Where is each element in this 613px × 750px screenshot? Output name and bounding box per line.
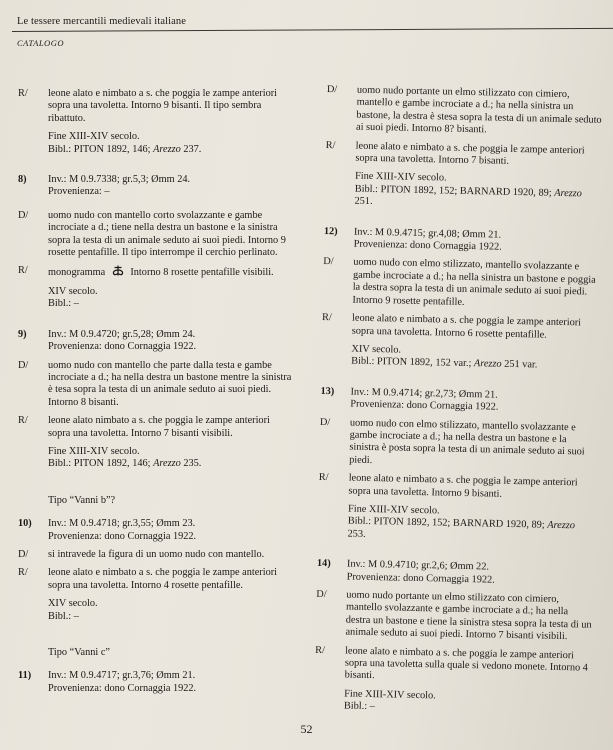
entry-12-date: XIV secolo. [351,343,402,356]
obverse-description: uomo nudo con elmo stilizzato, mantello svolazzante e gambe incrociate a d.; ha nella sinistra un bastone e poggia la destra sopra la testa di un animale seduto ai suoi piedi. Intorno 9 rosette pentafille. [352,257,596,308]
reverse-marker: R/ [18,567,28,579]
inventory-line: Inv.: M 0.9.4714; gr.2,73; Ømm 21. [350,386,498,401]
reverse-description: leone alato e nimbato a s. che poggia le zampe anteriori sopra una tavoletta. Intorno 9 bisanti. [348,472,578,500]
entry-12-bibliography: Bibl.: PITON 1892, 152 var.; Arezzo 251 var. [351,355,538,371]
entry-7-date: Fine XIII-XIV secolo. [48,131,140,143]
reverse-description: leone alato e nimbato a s. che poggia le zampe anteriori sopra una tavoletta. Intorno 7 bisanti. [355,140,585,167]
obverse-marker: D/ [18,548,29,560]
entry-7-reverse [18,88,294,125]
right-column [314,84,603,718]
provenance-line: Provenienza: dono Cornaggia 1922. [48,682,197,694]
section-label: CATALOGO [17,38,64,48]
reverse-marker: R/ [318,472,329,484]
entry-14-obverse [315,589,592,644]
entry-10-reverse [18,567,294,592]
provenance-line: Provenienza: dono Cornaggia 1922. [48,341,197,353]
entry-8-date: XIV secolo. [48,285,98,297]
entry-number: 13) [320,385,335,397]
obverse-marker: D/ [18,209,29,221]
entry-number: 9) [18,328,27,340]
entry-13-date: Fine XIII-XIV secolo. [347,503,440,517]
inventory-line: Inv.: M 0.9.4720; gr.5,28; Ømm 24. [48,328,196,340]
entry-9-bibliography: Bibl.: PITON 1892, 146; Arezzo 235. [48,458,202,470]
reverse-marker: R/ [18,415,28,427]
entry-8-obverse [18,210,294,260]
reverse-description: leone alato e nimbato a s. che poggia le zampe anteriori sopra una tavoletta. Intorno 6 rosette pentafille. [351,312,582,341]
entry-number: 10) [18,518,32,530]
reverse-marker: R/ [18,265,28,277]
inventory-line: Inv.: M 0.9.4710; gr.2,6; Ømm 22. [346,558,490,573]
entry-9-reverse [18,415,294,440]
running-header-title: Le tessere mercantili medievali italiane [17,16,187,27]
type-heading-vanni-c: Tipo “Vanni c” [48,647,110,658]
obverse-marker: D/ [323,256,334,268]
reverse-marker: R/ [315,644,325,656]
obverse-marker: D/ [18,359,29,371]
left-column [18,88,294,695]
obverse-description: si intravede la figura di un uomo nudo con mantello. [48,548,265,560]
obverse-description: uomo nudo portante un elmo stilizzato con cimiero, mantello e gambe incrociate a d.; ha nella sinistra un bastone, la destra è stesa sopra la testa di un animale seduto ai suoi piedi. Intorno 8? bisanti. [355,84,602,136]
entry-11-header [18,670,294,682]
reverse-marker: R/ [18,88,28,99]
entry-9-header [18,329,294,341]
obverse-description: uomo nudo con mantello che parte dalla testa e gambe incrociate a d.; ha nella destra un bastone mentre la sinistra è tesa sopra la testa di un animale seduto ai suoi piedi. Intorno 8 bisanti. [48,359,292,408]
reverse-description: leone alato e nimbato a s. che poggia le zampe anteriori sopra una tavoletta sulla quale si vedono monete. Intorno 4 bisanti. [344,645,589,682]
obverse-description: uomo nudo con mantello corto svolazzante e gambe incrociate a d.; tiene nella destra un bastone e la sinistra sopra la testa di un animale seduto ai suoi piedi. Intorno 9 rosette pentafille. Il tipo interrompe il cerchio perlinato. [48,209,286,259]
inventory-line: Inv.: M 0.9.4717; gr.3,76; Ømm 21. [48,670,196,682]
type-heading-vanni-b: Tipo “Vanni b”? [48,494,116,506]
entry-14-date: Fine XIII-XIV secolo. [344,688,436,702]
entry-11-obverse [326,84,603,139]
reverse-marker: R/ [325,139,336,151]
merchant-monogram-icon [111,265,125,276]
entry-11-date: Fine XIII-XIV secolo. [354,171,447,184]
reverse-description: monogramma Intorno 8 rosette pentafille visibili. [48,267,274,279]
inventory-line: Inv.: M 0.9.4718; gr.3,55; Ømm 23. [48,518,196,530]
obverse-description: uomo nudo con elmo stilizzato, mantello svolazzante e gambe incrociate a d.; ha nella destra un bastone e la sinistra è posta sopra la testa di un animale seduto ai suoi piedi. [349,417,585,466]
entry-10-date: XIV secolo. [48,598,98,610]
header-rule [12,28,613,32]
reverse-marker: R/ [321,312,332,324]
reverse-description: leone alato e nimbato a s. che poggia le zampe anteriori sopra una tavoletta. Intorno 4 rosette pentafille. [48,567,278,591]
entry-14-bibliography: Bibl.: – [343,700,375,713]
entry-13-bibliography: Bibl.: PITON 1892, 152; BARNARD 1920, 89; Arezzo 253. [347,515,576,540]
reverse-description: leone alato e nimbato a s. che poggia le zampe anteriori sopra una tavoletta. Intorno 9 bisanti. Il tipo sembra ribattuto. [48,88,278,124]
entry-13-obverse [319,416,596,471]
provenance-line: Provenienza: dono Cornaggia 1922. [48,530,197,542]
entry-12-obverse [322,256,599,311]
obverse-description: uomo nudo portante un elmo stilizzato con cimiero, mantello svolazzante e gambe incrociate a d.; ha nella destra un bastone e tiene la sinistra stesa sopra la testa di un animale seduto ai suoi piedi. Intorno 7 bisanti visibili. [345,589,592,643]
inventory-line: Inv.: M 0.9.7338; gr.5,3; Ømm 24. [48,174,191,186]
entry-number: 14) [316,558,331,570]
entry-number: 12) [323,225,338,237]
provenance-line: Provenienza: dono Cornaggia 1922. [350,398,499,413]
obverse-marker: D/ [316,588,327,601]
page-number: 52 [300,722,313,736]
entry-14-reverse [314,645,591,688]
entry-8-bibliography: Bibl.: – [48,298,79,310]
entry-number: 11) [18,670,32,682]
entry-7-bibliography: Bibl.: PITON 1892, 146; Arezzo 237. [48,143,202,155]
provenance-line: Provenienza: dono Cornaggia 1922. [346,571,495,586]
inventory-line: Inv.: M 0.9.4715; gr.4,08; Ømm 21. [353,226,502,241]
entry-11-bibliography: Bibl.: PITON 1892, 152; BARNARD 1920, 89; Arezzo 251. [354,183,583,208]
entry-number: 8) [18,174,27,186]
entry-8-header [18,174,294,186]
entry-10-bibliography: Bibl.: – [48,610,79,622]
entry-10-obverse [18,549,294,561]
obverse-marker: D/ [319,416,331,428]
obverse-marker: D/ [326,84,338,96]
entry-10-header [18,518,294,530]
reverse-description: leone alato nimbato a s. che poggia le zampe anteriori sopra una tavoletta. Intorno 7 bisanti visibili. [48,415,270,439]
provenance-line: Provenienza: – [48,186,110,198]
provenance-line: Provenienza: dono Cornaggia 1922. [353,238,502,253]
entry-8-reverse [18,265,294,279]
entry-9-date: Fine XIII-XIV secolo. [48,445,140,457]
entry-9-obverse [18,360,294,410]
